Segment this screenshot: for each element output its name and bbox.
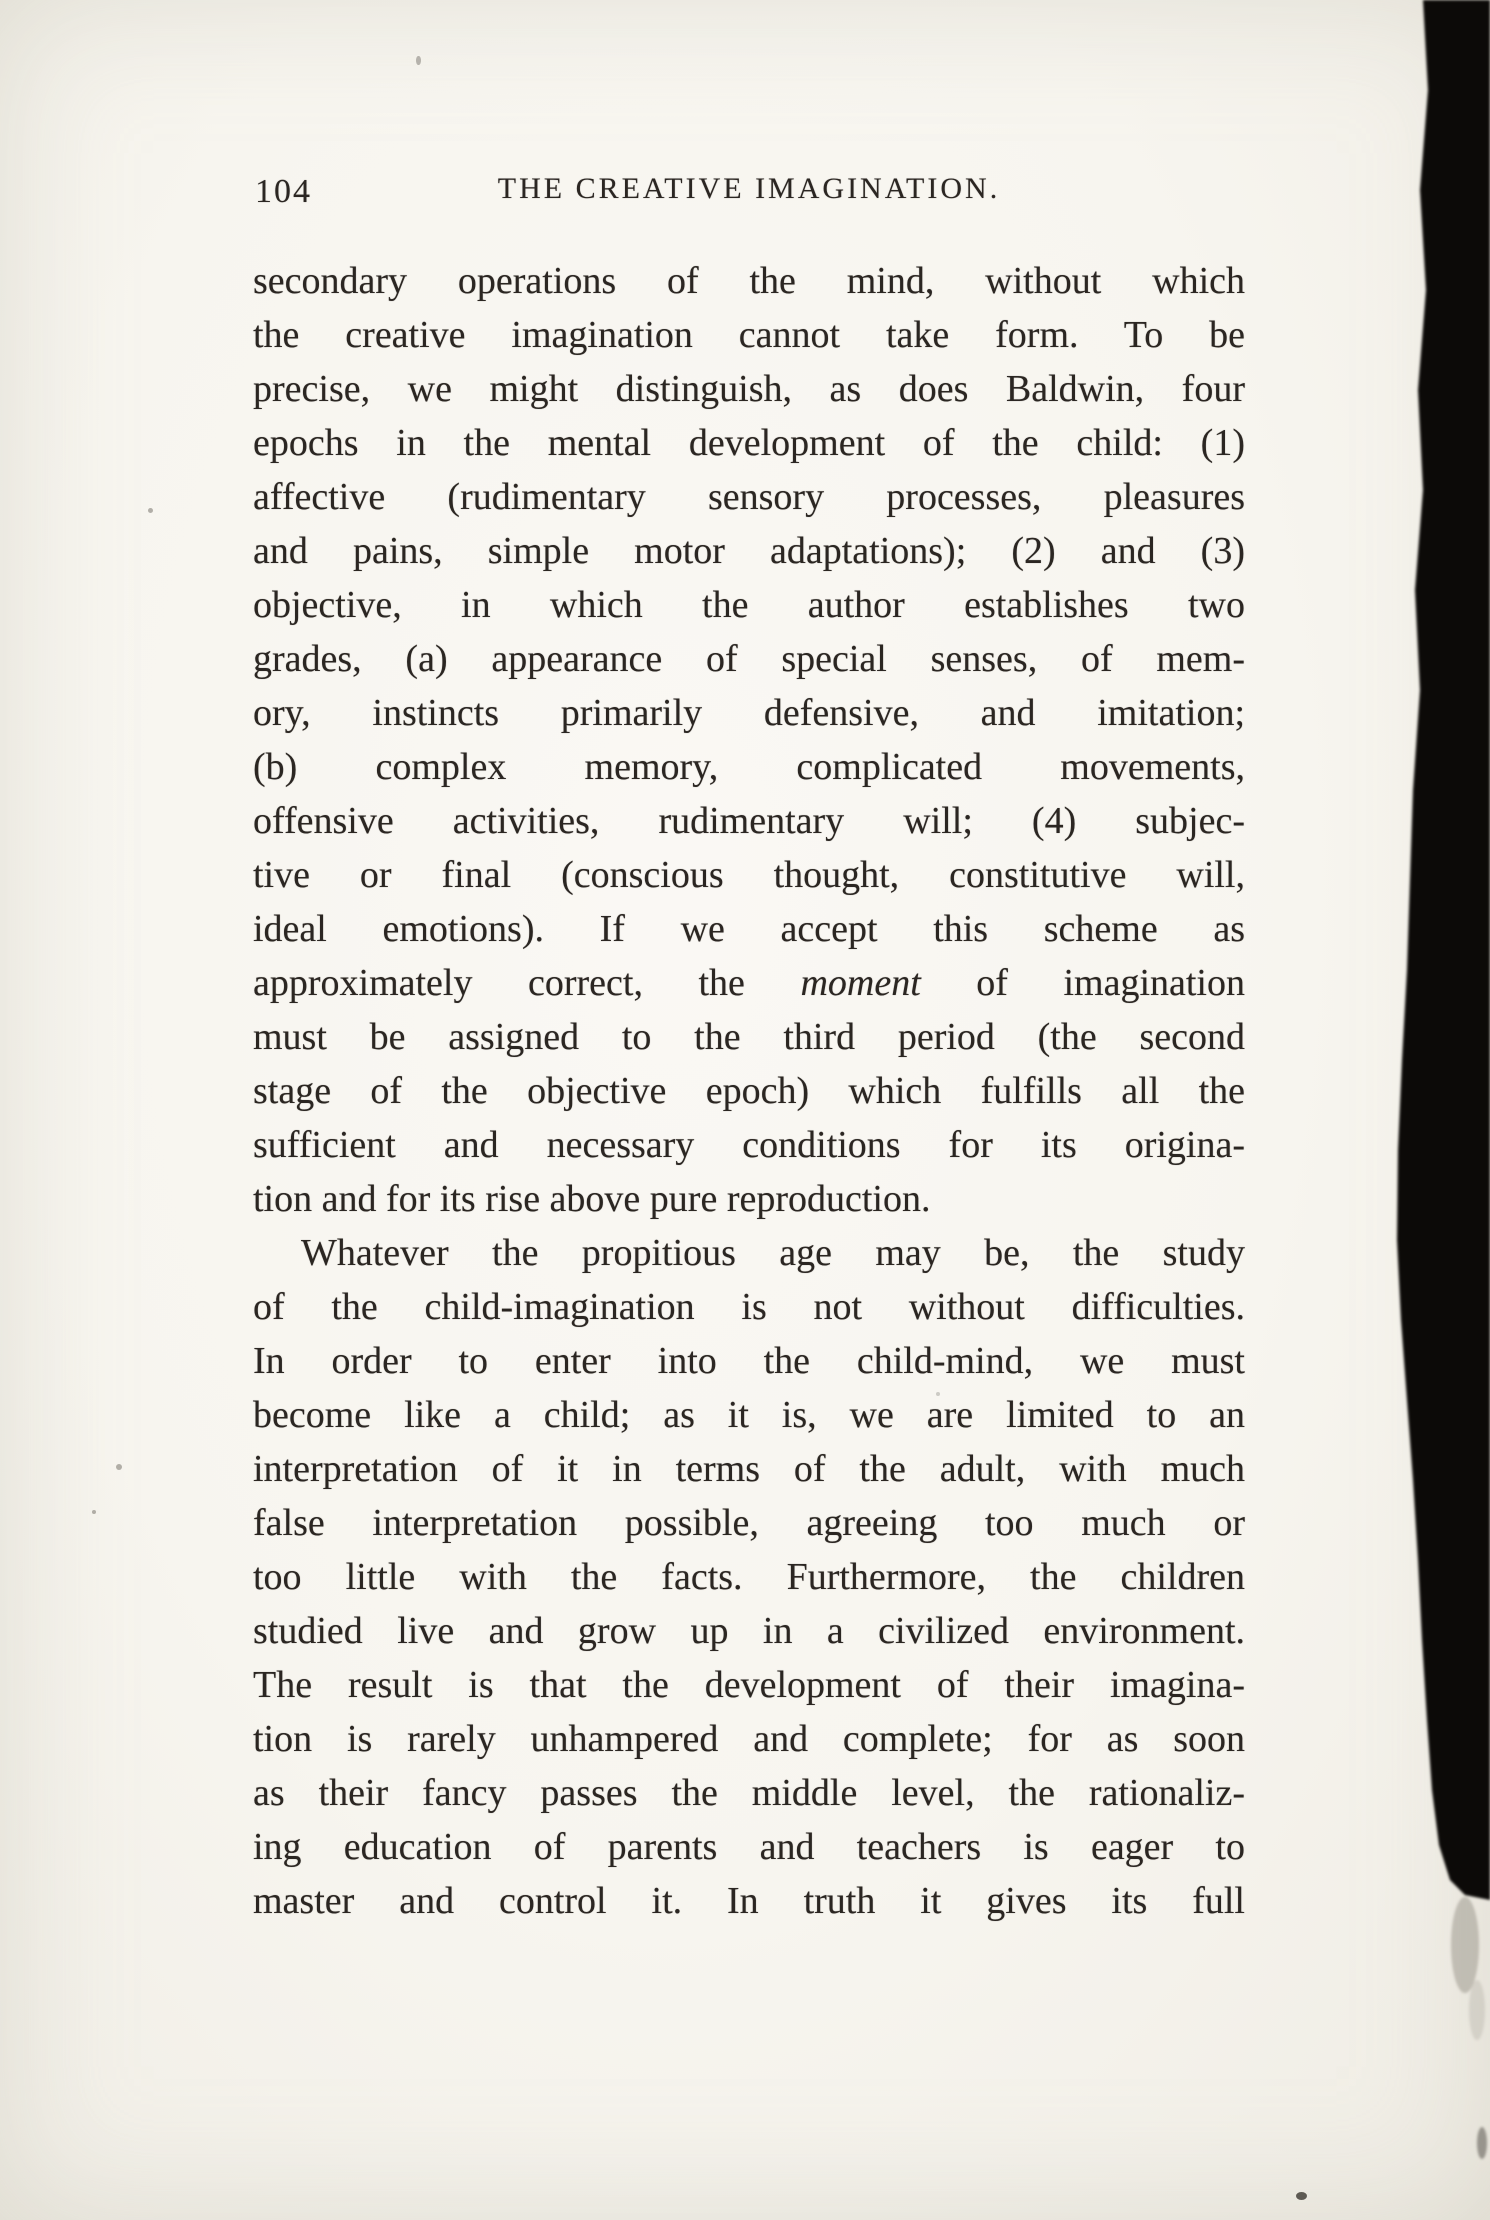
- text-line: as their fancy passes the middle level, the rationaliz-: [253, 1772, 1245, 1814]
- text-line: sufficient and necessary conditions for its origina-: [253, 1124, 1245, 1166]
- text-line: stage of the objective epoch) which fulfills all the: [253, 1070, 1245, 1112]
- text-line: too little with the facts. Furthermore, the children: [253, 1556, 1245, 1598]
- text-line: and pains, simple motor adaptations); (2) and (3): [253, 530, 1245, 572]
- text-line: grades, (a) appearance of special senses, of mem-: [253, 638, 1245, 680]
- text-line: ideal emotions). If we accept this scheme as: [253, 908, 1245, 950]
- page-number: 104: [255, 173, 312, 210]
- text-line: ory, instincts primarily defensive, and imitation;: [253, 692, 1245, 734]
- running-header: THE CREATIVE IMAGINATION.: [497, 172, 1001, 205]
- scan-speck: [92, 1510, 96, 1514]
- text-line: the creative imagination cannot take form. To be: [253, 314, 1245, 356]
- scan-speck: [148, 508, 153, 513]
- text-line: tion and for its rise above pure reproduction.: [253, 1178, 931, 1220]
- text-line: affective (rudimentary sensory processes, pleasures: [253, 476, 1245, 518]
- scan-speck: [1296, 2192, 1307, 2200]
- text-line: objective, in which the author establishes two: [253, 584, 1245, 626]
- emphasized-text: moment: [800, 962, 921, 1004]
- text-line: The result is that the development of their imagina-: [253, 1664, 1245, 1706]
- text-line: Whatever the propitious age may be, the study: [301, 1232, 1245, 1274]
- text-line: interpretation of it in terms of the adult, with much: [253, 1448, 1245, 1490]
- text-line: ing education of parents and teachers is eager to: [253, 1826, 1245, 1868]
- text-line: tion is rarely unhampered and complete; for as soon: [253, 1718, 1245, 1760]
- text-line: of the child-imagination is not without difficulties.: [253, 1286, 1245, 1328]
- scan-speck: [116, 1464, 122, 1470]
- text-line: become like a child; as it is, we are limited to an: [253, 1394, 1245, 1436]
- text-line: approximately correct, the moment of imagination: [253, 962, 1245, 1004]
- page-header: [253, 172, 1245, 216]
- text-line: must be assigned to the third period (the second: [253, 1016, 1245, 1058]
- text-line: epochs in the mental development of the child: (1): [253, 422, 1245, 464]
- text-line: tive or final (conscious thought, constitutive will,: [253, 854, 1245, 896]
- text-line: secondary operations of the mind, without which: [253, 260, 1245, 302]
- scan-speck: [936, 1392, 940, 1396]
- text-line: In order to enter into the child-mind, we must: [253, 1340, 1245, 1382]
- scan-speck: [416, 56, 421, 65]
- text-line: (b) complex memory, complicated movements,: [253, 746, 1245, 788]
- text-line: studied live and grow up in a civilized environment.: [253, 1610, 1245, 1652]
- text-block: [253, 254, 1245, 1928]
- text-line: offensive activities, rudimentary will; (4) subjec-: [253, 800, 1245, 842]
- text-line: false interpretation possible, agreeing too much or: [253, 1502, 1245, 1544]
- text-line: master and control it. In truth it gives its full: [253, 1880, 1245, 1922]
- scan-artifact-band: [1365, 0, 1490, 2220]
- text-line: precise, we might distinguish, as does Baldwin, four: [253, 368, 1245, 410]
